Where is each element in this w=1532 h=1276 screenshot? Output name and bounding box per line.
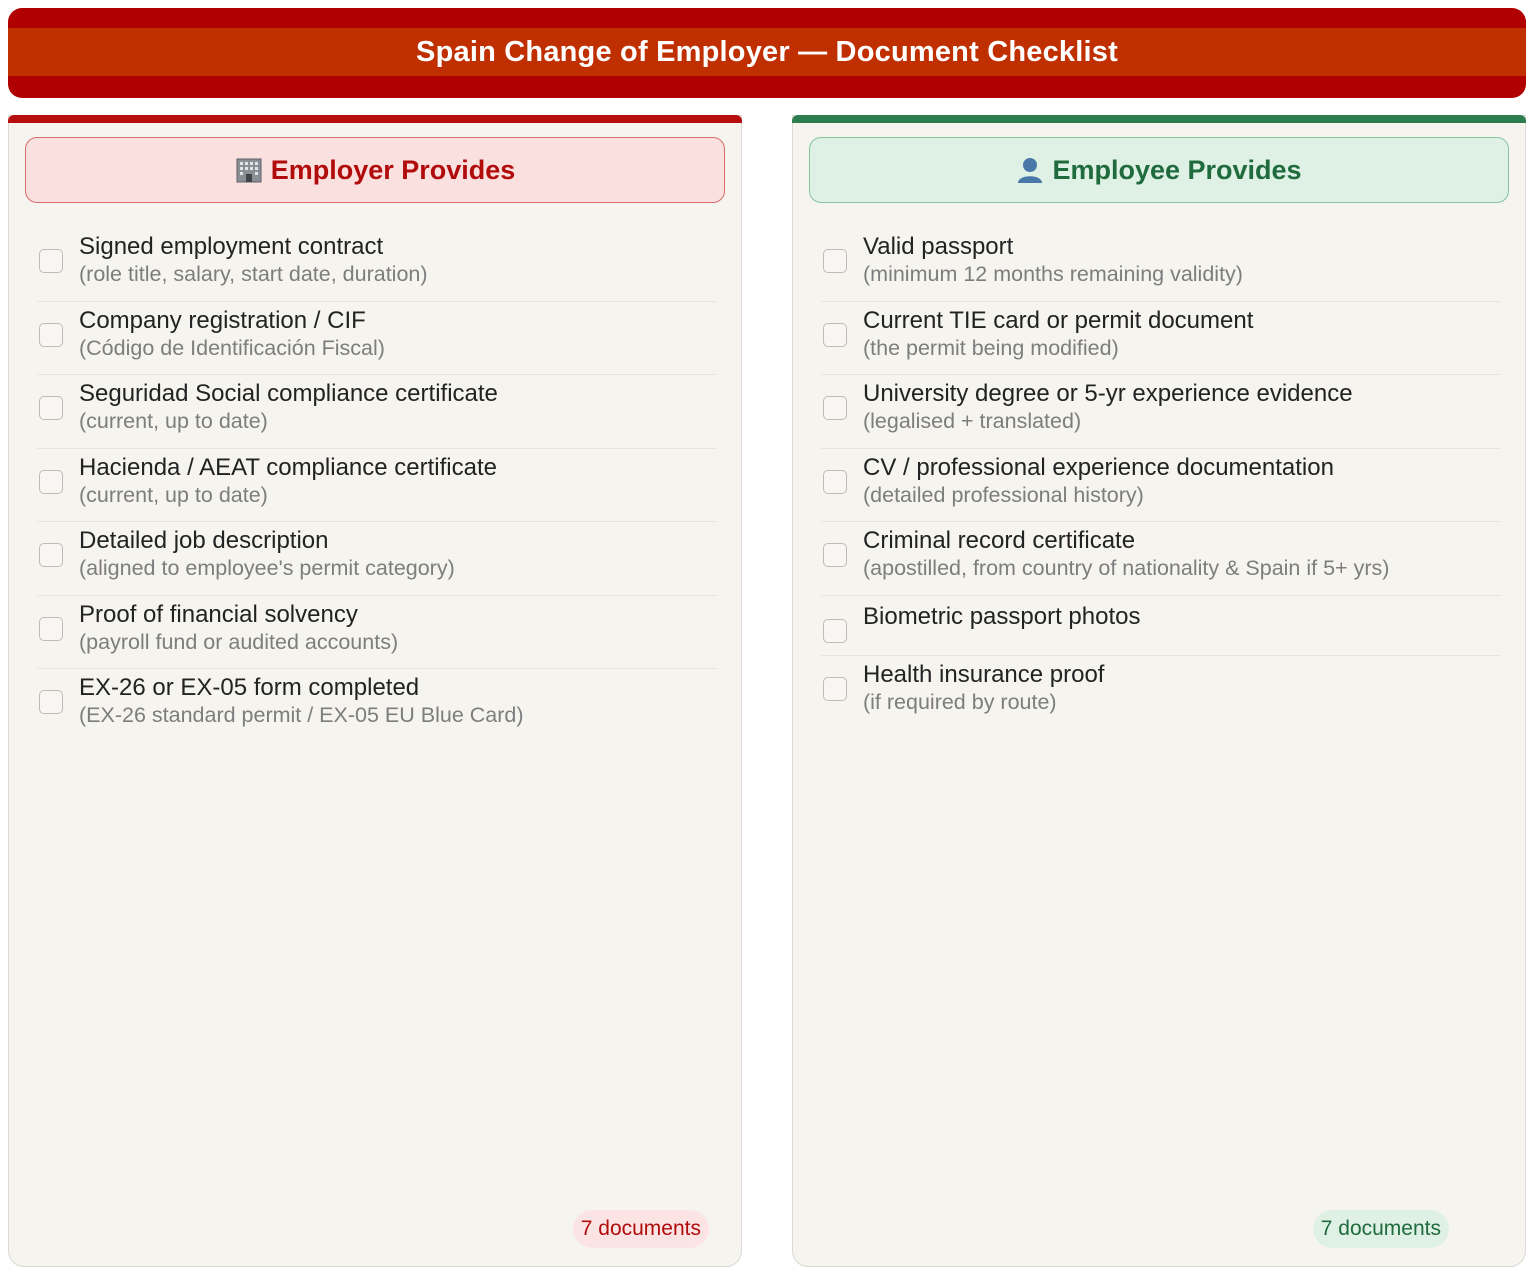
list-item xyxy=(821,302,1501,376)
item-checkbox[interactable] xyxy=(39,323,63,347)
item-title: Biometric passport photos xyxy=(863,602,1141,630)
item-title: Company registration / CIF xyxy=(79,306,366,334)
item-checkbox[interactable] xyxy=(823,470,847,494)
page-title: Spain Change of Employer — Document Checklist xyxy=(416,35,1118,68)
list-item xyxy=(821,596,1501,656)
item-checkbox[interactable] xyxy=(39,470,63,494)
list-item xyxy=(37,449,717,523)
item-subtitle: (minimum 12 months remaining validity) xyxy=(863,262,1243,286)
title-banner xyxy=(8,8,1526,98)
employee-panel xyxy=(792,115,1526,1267)
item-subtitle: (apostilled, from country of nationality & Spain if 5+ yrs) xyxy=(863,556,1390,580)
employee-accent-bar xyxy=(792,115,1526,123)
employee-panel-header xyxy=(809,137,1509,203)
item-title: Current TIE card or permit document xyxy=(863,306,1254,334)
employee-checklist xyxy=(821,228,1501,729)
item-title: Detailed job description xyxy=(79,527,329,554)
list-item xyxy=(821,375,1501,449)
employee-panel-heading: Employee Provides xyxy=(1052,154,1302,185)
item-subtitle: (aligned to employee's permit category) xyxy=(79,556,455,580)
item-checkbox[interactable] xyxy=(823,619,847,643)
item-subtitle: (role title, salary, start date, duration) xyxy=(79,262,428,286)
item-title: Signed employment contract xyxy=(79,233,384,260)
item-checkbox[interactable] xyxy=(39,543,63,567)
employer-count-badge: 7 documents xyxy=(573,1210,709,1248)
item-subtitle: (EX-26 standard permit / EX-05 EU Blue Card) xyxy=(79,703,524,727)
employee-count-badge: 7 documents xyxy=(1313,1210,1449,1248)
item-checkbox[interactable] xyxy=(823,677,847,701)
employer-panel-header xyxy=(25,137,725,203)
list-item xyxy=(821,522,1501,596)
employer-accent-bar xyxy=(8,115,742,123)
employer-panel xyxy=(8,115,742,1267)
item-checkbox[interactable] xyxy=(823,249,847,273)
item-subtitle: (detailed professional history) xyxy=(863,482,1144,507)
item-subtitle: (payroll fund or audited accounts) xyxy=(79,629,399,654)
item-subtitle: (if required by route) xyxy=(863,689,1057,714)
employer-panel-heading: Employer Provides xyxy=(270,154,516,185)
list-item xyxy=(821,656,1501,730)
item-checkbox[interactable] xyxy=(39,249,63,273)
item-title: Health insurance proof xyxy=(863,660,1105,688)
item-title: University degree or 5-yr experience evidence xyxy=(863,380,1353,407)
person-icon xyxy=(1016,156,1044,184)
item-checkbox[interactable] xyxy=(39,690,63,714)
list-item xyxy=(37,375,717,449)
item-checkbox[interactable] xyxy=(823,323,847,347)
list-item xyxy=(37,228,717,302)
item-title: Criminal record certificate xyxy=(863,527,1136,554)
list-item xyxy=(37,522,717,596)
list-item xyxy=(821,449,1501,523)
item-checkbox[interactable] xyxy=(823,396,847,420)
item-subtitle: (legalised + translated) xyxy=(863,409,1082,433)
office-building-icon xyxy=(235,157,263,183)
item-checkbox[interactable] xyxy=(39,617,63,641)
item-subtitle: (Código de Identificación Fiscal) xyxy=(79,335,385,360)
item-title: Valid passport xyxy=(863,233,1014,260)
employer-checklist xyxy=(37,228,717,743)
item-subtitle: (current, up to date) xyxy=(79,409,268,433)
list-item xyxy=(37,669,717,743)
item-title: Proof of financial solvency xyxy=(79,600,358,628)
item-checkbox[interactable] xyxy=(39,396,63,420)
item-checkbox[interactable] xyxy=(823,543,847,567)
item-title: CV / professional experience documentation xyxy=(863,453,1334,481)
list-item xyxy=(37,302,717,376)
list-item xyxy=(37,596,717,670)
item-subtitle: (the permit being modified) xyxy=(863,335,1119,360)
list-item xyxy=(821,228,1501,302)
item-title: Hacienda / AEAT compliance certificate xyxy=(79,453,497,481)
item-subtitle: (current, up to date) xyxy=(79,482,268,507)
item-title: EX-26 or EX-05 form completed xyxy=(79,674,420,701)
item-title: Seguridad Social compliance certificate xyxy=(79,380,498,407)
